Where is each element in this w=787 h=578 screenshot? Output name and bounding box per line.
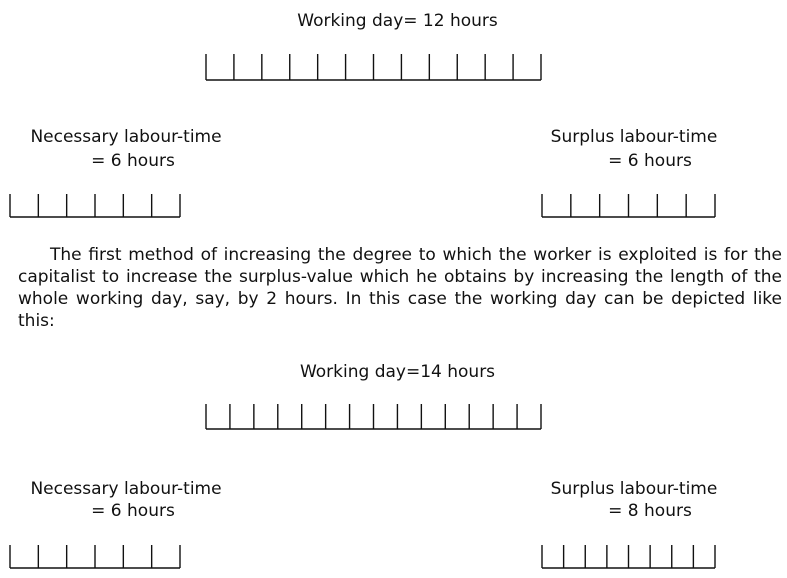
necessary-labour-value-2: = 6 hours: [91, 501, 175, 521]
necessary-labour-value-1: = 6 hours: [91, 151, 175, 171]
surplus-labour-label-2: Surplus labour-time: [550, 479, 718, 499]
surplus-labour-label-1: Surplus labour-time: [550, 127, 718, 147]
surplus-labour-value-2: = 8 hours: [608, 501, 692, 521]
surplus-labour-value-1: = 6 hours: [608, 151, 692, 171]
necessary-labour-label-2: Necessary labour-time: [30, 479, 222, 499]
body-paragraph: The first method of increasing the degree to which the worker is exploited is for the capitalist to increase the surplus-value which he obtains by increasing the length of the whole working day, say, by 2 hours. In this case the working day can be depicted like this:: [18, 245, 782, 331]
necessary-labour-label-1: Necessary labour-time: [30, 127, 222, 147]
working-day-title-2: Working day=14 hours: [299, 362, 496, 382]
working-day-title-1: Working day= 12 hours: [297, 11, 498, 31]
